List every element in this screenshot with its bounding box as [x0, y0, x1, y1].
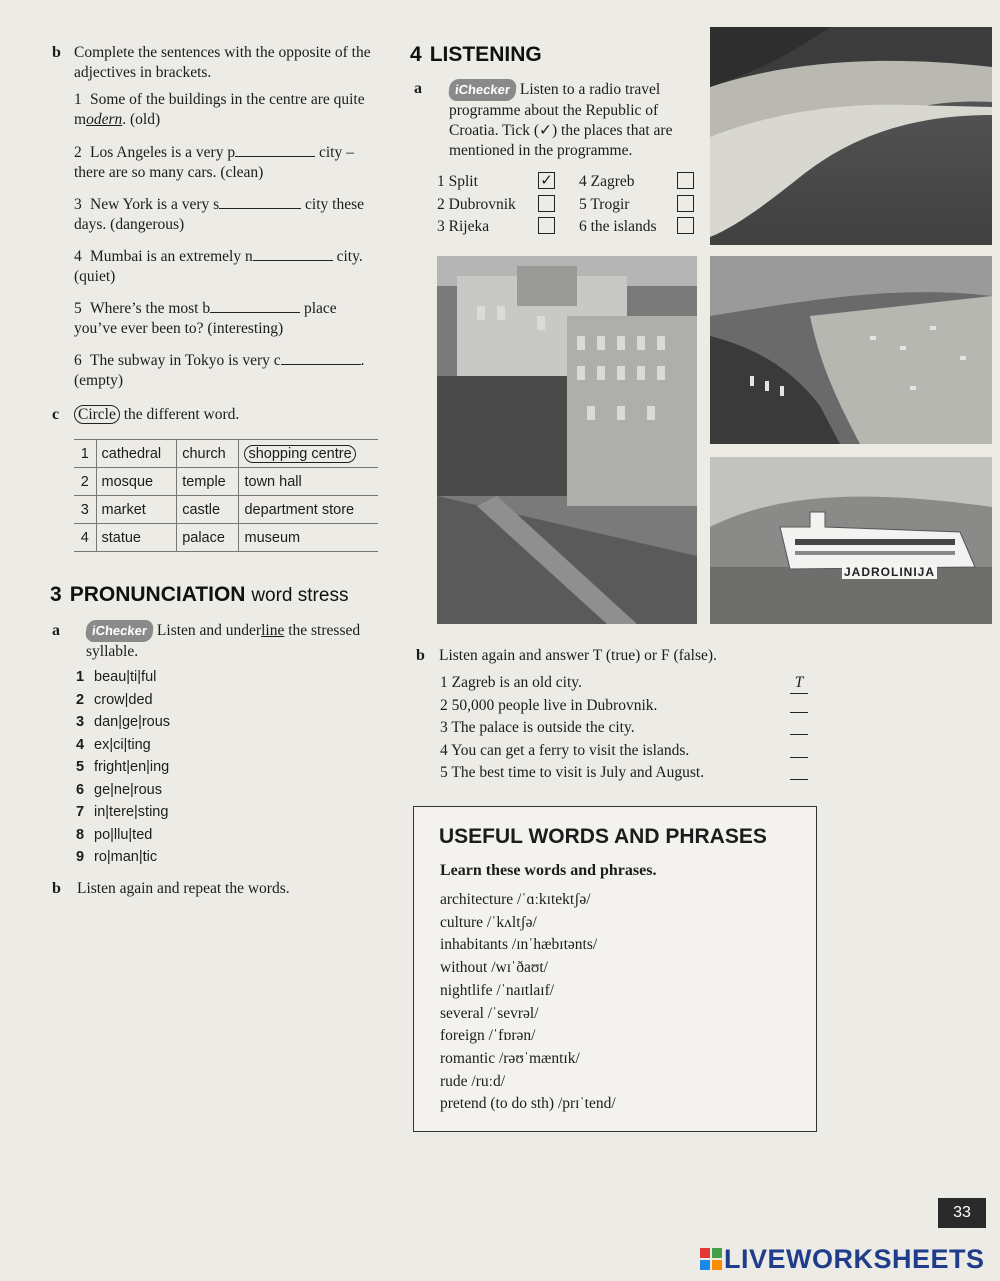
dubrovnik-image [710, 256, 992, 444]
zagreb-image [437, 256, 697, 624]
listening-b-instruction: Listen again and answer T (true) or F (false). [439, 647, 717, 664]
tf-answer-5[interactable] [790, 763, 808, 780]
sentence-3-blank[interactable] [219, 195, 301, 209]
pron-b-instruction: Listen again and repeat the words. [77, 880, 290, 897]
list-item: 3 Rijeka 6 the islands [437, 217, 697, 240]
useful-subtitle: Learn these words and phrases. [440, 862, 657, 879]
checkbox-split[interactable]: ✓ [538, 172, 555, 189]
list-item: nightlife /ˈnaɪtlaɪf/ [440, 981, 555, 999]
pron-a-instruction: iChecker Listen and underline the stressed syllable. [86, 622, 361, 660]
list-item[interactable]: 9 ro|man|tic [76, 849, 158, 865]
list-item: rude /ruːd/ [440, 1072, 506, 1090]
beach-photo [710, 27, 992, 245]
checkbox-rijeka[interactable] [538, 217, 555, 234]
listening-b-letter: b [416, 647, 425, 664]
word-table [74, 439, 378, 552]
sentence-5: 5 Where’s the most b place you’ve ever been to? (interesting) [74, 300, 337, 337]
listening-a-letter: a [414, 80, 422, 97]
stress-word-list [76, 669, 170, 872]
list-item: culture /ˈkʌltʃə/ [440, 913, 537, 931]
sentence-4-blank[interactable] [253, 247, 333, 261]
tf-answer-3[interactable] [790, 718, 808, 735]
list-item: 3 The palace is outside the city. [440, 718, 820, 741]
pron-a-letter: a [52, 622, 60, 639]
table-row: 3 market castle department store [74, 496, 378, 524]
list-item: pretend (to do sth) /prɪˈtend/ [440, 1095, 616, 1113]
exercise-c-instruction: Circle the different word. [74, 405, 239, 425]
list-item: architecture /ˈɑːkɪtektʃə/ [440, 891, 591, 908]
exercise-c-letter: c [52, 406, 60, 423]
tf-answer-1[interactable]: T [790, 673, 808, 694]
list-item: 1 Split ✓ 4 Zagreb [437, 172, 697, 195]
list-item: several /ˈsevrəl/ [440, 1004, 539, 1022]
sentence-4: 4 Mumbai is an extremely n city. (quiet) [74, 248, 363, 285]
ferry-image [710, 457, 992, 624]
sentence-2-blank[interactable] [235, 143, 315, 157]
table-row: 1 cathedral church shopping centre [74, 440, 378, 468]
exercise-b-instruction: Complete the sentences with the opposite of the adjectives in brackets. [74, 44, 371, 81]
ichecker-badge[interactable]: iChecker [448, 79, 517, 101]
zagreb-photo [437, 256, 697, 624]
useful-words-box [413, 806, 817, 1132]
list-item: romantic /rəʊˈmæntɪk/ [440, 1049, 580, 1067]
list-item: 5 The best time to visit is July and August. [440, 763, 820, 786]
liveworksheets-brand[interactable]: LIVEWORKSHEETS [700, 1244, 985, 1275]
table-row: 4 statue palace museum [74, 524, 378, 552]
list-item: 2 50,000 people live in Dubrovnik. [440, 696, 820, 719]
ferry-name-label: JADROLINIJA [844, 565, 936, 579]
checkbox-trogir[interactable] [677, 195, 694, 212]
pron-b-letter: b [52, 880, 61, 897]
sentence-1: 1 Some of the buildings in the centre are quite modern. (old) [74, 91, 365, 128]
true-false-list [440, 673, 820, 786]
list-item[interactable]: 1 beau|ti|ful [76, 669, 157, 685]
table-row: 2 mosque temple town hall [74, 468, 378, 496]
checkbox-dubrovnik[interactable] [538, 195, 555, 212]
useful-title: USEFUL WORDS AND PHRASES [439, 825, 767, 848]
checkbox-zagreb[interactable] [677, 172, 694, 189]
list-item: foreign /ˈfɒrən/ [440, 1027, 536, 1045]
beach-image [710, 27, 992, 245]
list-item: 4 You can get a ferry to visit the islands. [440, 741, 820, 764]
listening-a-instruction: iChecker Listen to a radio travel programme about the Republic of Croatia. Tick (✓) the places that are mentioned in the programme. [449, 81, 673, 159]
pronunciation-heading: 3 PRONUNCIATION word stress [50, 583, 349, 606]
list-item[interactable]: 7 in|tere|sting [76, 804, 169, 820]
useful-entries [440, 889, 616, 1116]
tf-answer-2[interactable] [790, 696, 808, 713]
list-item[interactable]: 8 po|llu|ted [76, 826, 153, 843]
liveworksheets-logo-icon [700, 1248, 722, 1270]
list-item: inhabitants /ɪnˈhæbɪtənts/ [440, 936, 598, 954]
list-item[interactable]: 2 crow|ded [76, 691, 153, 708]
list-item[interactable]: 5 fright|en|ing [76, 759, 170, 775]
ichecker-badge[interactable]: iChecker [85, 620, 154, 642]
listening-heading: 4 LISTENING [410, 43, 542, 66]
dubrovnik-photo [710, 256, 992, 444]
sentence-3: 3 New York is a very s city these days. (dangerous) [74, 196, 365, 233]
page-number: 33 [938, 1198, 986, 1228]
list-item[interactable]: 3 dan|ge|rous [76, 714, 171, 730]
list-item: 2 Dubrovnik 5 Trogir [437, 195, 697, 218]
checkbox-islands[interactable] [677, 217, 694, 234]
tf-answer-4[interactable] [790, 741, 808, 758]
list-item[interactable]: 4 ex|ci|ting [76, 736, 151, 753]
exercise-b-letter: b [52, 44, 61, 61]
list-item: without /wɪˈðaʊt/ [440, 959, 548, 977]
sentence-5-blank[interactable] [210, 299, 300, 313]
sentence-2: 2 Los Angeles is a very p city – there are so many cars. (clean) [74, 144, 354, 181]
places-list [437, 172, 697, 240]
ferry-photo [710, 457, 992, 624]
sentence-6-blank[interactable] [281, 351, 361, 365]
list-item[interactable]: 6 ge|ne|rous [76, 781, 162, 798]
circled-answer: shopping centre [244, 445, 355, 463]
sentence-1-answer[interactable]: odern [86, 111, 123, 128]
sentence-6: 6 The subway in Tokyo is very c . (empty) [74, 352, 365, 389]
list-item: 1 Zagreb is an old city. T [440, 673, 820, 696]
